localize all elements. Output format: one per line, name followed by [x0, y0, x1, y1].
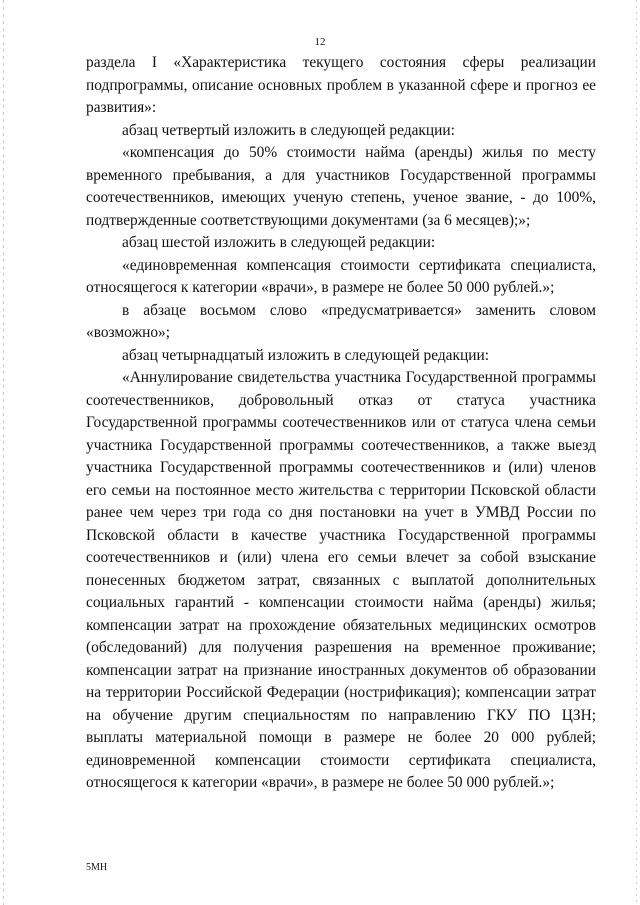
paragraph: абзац шестой изложить в следующей редакции: — [122, 234, 436, 251]
document-body — [86, 52, 596, 795]
paragraph: в абзаце восьмом слово «предусматривается» заменить словом «возможно»; — [86, 301, 596, 341]
scan-edge-right — [636, 0, 637, 905]
scan-edge-left — [3, 0, 4, 905]
paragraph: абзац четвертый изложить в следующей редакции: — [122, 121, 455, 139]
page-number: 12 — [314, 36, 326, 48]
footer-code: 5МН — [86, 862, 108, 873]
paragraph: «единовременная компенсация стоимости сертификата специалиста, относящегося к категории «врачи», в размере не более 50 000 рублей.»; — [86, 256, 596, 296]
paragraph: раздела I «Характеристика текущего состояния сферы реализации подпрограммы, описание основных проблем в указанной сфере и прогноз ее развития»: — [86, 54, 596, 116]
paragraph: абзац четырнадцатый изложить в следующей редакции: — [122, 346, 489, 364]
paragraph: «компенсация до 50% стоимости найма (аренды) жилья по месту временного пребывания, а для участников Государственной программы соотечественников, имеющих ученую степень, ученое звание, - до 100%, подтвержденные соответствующими документами (за 6 месяцев);»; — [86, 144, 596, 229]
paragraph: «Аннулирование свидетельства участника Государственной программы соотечественников, добровольный отказ от статуса участника Государственной программы соотечественников или от статуса члена семьи участника Государственной программы соотечественников, а также выезд участника Государственной программы соотечественников и (или) членов его семьи на постоянное место жительства с территории Псковской области ранее чем через три года со дня постановки на учет в УМВД России по Псковской области в качестве участника Государственной программы соотечественников и (или) члена его семьи влечет за собой взыскание понесенных бюджетом затрат, связанных с выплатой дополнительных социальных гарантий - компенсации стоимости найма (аренды) жилья; компенсации затрат на прохождение обязательных медицинских осмотров (обследований) для получения разрешения на временное проживание; компенсации затрат на признание иностранных документов об образовании на территории Российской Федерации (нострификация); компенсации затрат на обучение другим специальностям по направлению ГКУ ПО ЦЗН; выплаты материальной помощи в размере не более 20 000 рублей; единовременной компенсации стоимости сертификата специалиста, относящегося к категории «врачи», в размере не более 50 000 рублей.»; — [86, 369, 596, 791]
